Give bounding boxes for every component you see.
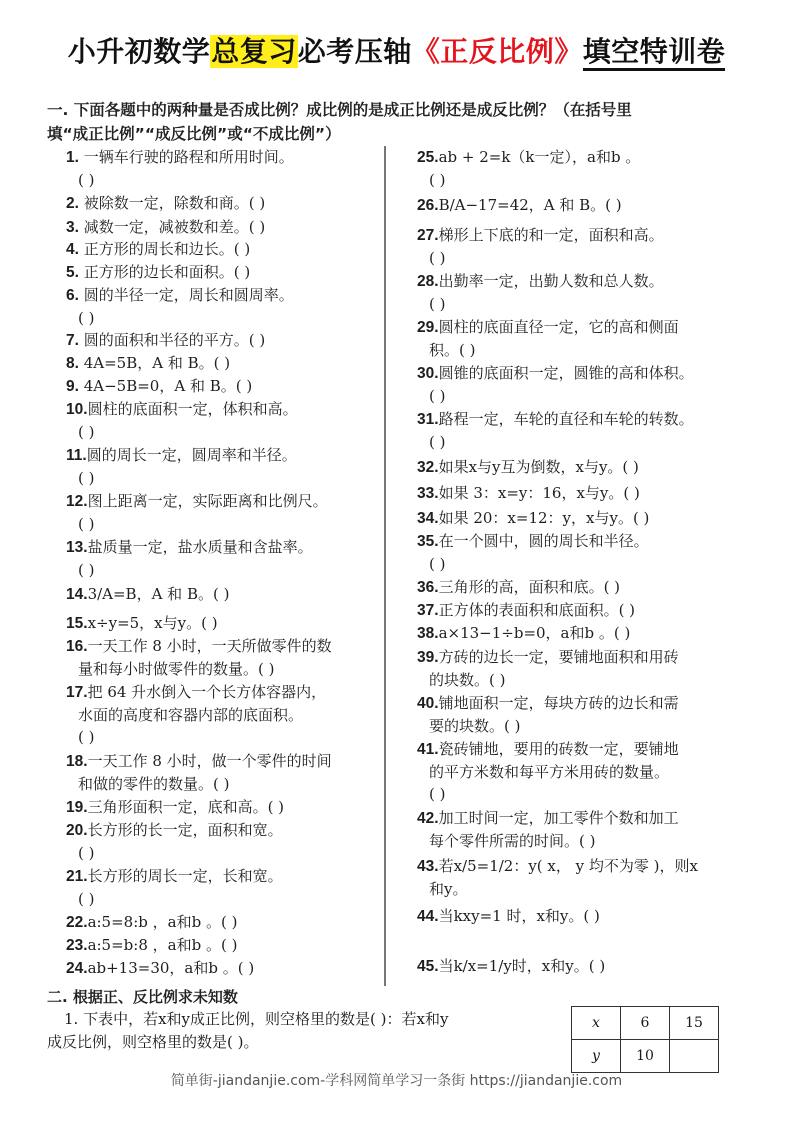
answer-blank[interactable]: ( ) bbox=[78, 423, 95, 441]
answer-blank[interactable]: 每个零件所需的时间。( ) bbox=[429, 832, 596, 850]
title-underlined: 填空特训卷 bbox=[583, 35, 726, 71]
question-6: 6. 圆的半径一定，周长和圆周率。 ( ) bbox=[66, 286, 294, 327]
answer-blank[interactable]: ( ) bbox=[78, 309, 95, 327]
question-18: 18.一天工作 8 小时，做一个零件的时间 和做的零件的数量。( ) bbox=[66, 752, 332, 793]
question-13: 13.盐质量一定，盐水质量和含盐率。 ( ) bbox=[66, 538, 313, 579]
question-3: 3. 减数一定，减被数和差。( ) bbox=[66, 218, 266, 236]
answer-blank[interactable]: ( ) bbox=[78, 171, 95, 189]
question-19: 19.三角形面积一定，底和高。( ) bbox=[66, 798, 285, 816]
answer-blank[interactable]: ( ) bbox=[429, 171, 446, 189]
answer-blank[interactable]: ( ) bbox=[429, 295, 446, 313]
footer-watermark: 简单街-jiandanjie.com-学科网简单学习一条街 https://jiandanjie.com bbox=[170, 1073, 623, 1089]
question-2: 2. 被除数一定，除数和商。( ) bbox=[66, 194, 266, 212]
question-25: 25.ab + 2=k（k一定），a和b 。 ( ) bbox=[417, 148, 641, 189]
question-32: 32.如果x与y互为倒数，x与y。( ) bbox=[417, 458, 639, 476]
question-20: 20.长方形的长一定，面积和宽。 ( ) bbox=[66, 821, 283, 862]
section2-q1-line1[interactable]: 1. 下表中，若x和y成正比例，则空格里的数是( )：若x和y bbox=[64, 1010, 449, 1028]
table-cell: 10 bbox=[621, 1040, 670, 1073]
table-cell-blank[interactable] bbox=[670, 1040, 719, 1073]
question-28: 28.出勤率一定，出勤人数和总人数。 ( ) bbox=[417, 272, 664, 313]
question-42: 42.加工时间一定，加工零件个数和加工 每个零件所需的时间。( ) bbox=[417, 809, 679, 850]
xy-table bbox=[571, 1006, 719, 1073]
answer-blank[interactable]: ( ) bbox=[78, 561, 95, 579]
question-21: 21.长方形的周长一定，长和宽。 ( ) bbox=[66, 867, 283, 908]
question-22: 22.a:5=8:b ，a和b 。( ) bbox=[66, 913, 238, 931]
question-30: 30.圆锥的底面积一定，圆锥的高和体积。 ( ) bbox=[417, 364, 694, 405]
answer-blank[interactable]: 和做的零件的数量。( ) bbox=[78, 775, 230, 793]
question-33: 33.如果 3：x=y：16，x与y。( ) bbox=[417, 484, 640, 502]
question-34: 34.如果 20：x=12：y，x与y。( ) bbox=[417, 509, 650, 527]
column-divider bbox=[384, 146, 386, 986]
table-cell: 6 bbox=[621, 1007, 670, 1040]
question-38: 38.a×13−1÷b=0，a和b 。( ) bbox=[417, 624, 631, 642]
answer-blank[interactable]: 的块数。( ) bbox=[429, 671, 506, 689]
table-cell-label: x bbox=[572, 1007, 621, 1040]
question-17: 17.把 64 升水倒入一个长方体容器内， 水面的高度和容器内部的底面积。 ( ) bbox=[66, 683, 327, 746]
answer-blank[interactable]: 量和每小时做零件的数量。( ) bbox=[78, 660, 275, 678]
question-26: 26.B/A−17=42，A 和 B。( ) bbox=[417, 196, 622, 214]
answer-blank[interactable]: 要的块数。( ) bbox=[429, 717, 521, 735]
question-24: 24.ab+13=30，a和b 。( ) bbox=[66, 959, 255, 977]
table-row-y bbox=[572, 1040, 719, 1073]
answer-blank[interactable]: ( ) bbox=[78, 844, 95, 862]
question-45: 45.当k/x=1/y时，x和y。( ) bbox=[417, 957, 606, 975]
answer-blank[interactable]: ( ) bbox=[429, 785, 446, 803]
answer-blank[interactable]: ( ) bbox=[78, 890, 95, 908]
answer-blank[interactable]: ( ) bbox=[429, 387, 446, 405]
section1-heading-line1: 一. 下面各题中的两种量是否成比例？成比例的是成正比例还是成反比例？（在括号里 bbox=[47, 101, 632, 119]
table-cell-label: y bbox=[572, 1040, 621, 1073]
question-16: 16.一天工作 8 小时，一天所做零件的数 量和每小时做零件的数量。( ) bbox=[66, 637, 332, 678]
question-5: 5. 正方形的边长和面积。( ) bbox=[66, 263, 251, 281]
title-red: 《正反比例》 bbox=[411, 35, 583, 68]
question-4: 4. 正方形的周长和边长。( ) bbox=[66, 240, 251, 258]
answer-blank[interactable]: ( ) bbox=[429, 555, 446, 573]
section1-heading bbox=[47, 98, 632, 146]
answer-blank[interactable]: ( ) bbox=[78, 728, 95, 746]
table-cell: 15 bbox=[670, 1007, 719, 1040]
question-7: 7. 圆的面积和半径的平方。( ) bbox=[66, 331, 266, 349]
question-14: 14.3/A=B，A 和 B。( ) bbox=[66, 585, 230, 603]
question-36: 36.三角形的高，面积和底。( ) bbox=[417, 578, 621, 596]
question-1: 1. 一辆车行驶的路程和所用时间。 ( ) bbox=[66, 148, 294, 189]
answer-blank[interactable]: ( ) bbox=[429, 433, 446, 451]
section2-q1-line2[interactable]: 成反比例，则空格里的数是( )。 bbox=[47, 1033, 259, 1051]
question-41: 41.瓷砖铺地，要用的砖数一定，要铺地 的平方米数和每平方米用砖的数量。 ( ) bbox=[417, 740, 679, 803]
question-35: 35.在一个圆中，圆的周长和半径。 ( ) bbox=[417, 532, 649, 573]
question-37: 37.正方体的表面积和底面积。( ) bbox=[417, 601, 636, 619]
question-9: 9. 4A−5B=0，A 和 B。( ) bbox=[66, 377, 253, 395]
title-part2: 必考压轴 bbox=[297, 35, 412, 68]
title-highlight: 总复习 bbox=[211, 35, 297, 68]
question-23: 23.a:5=b:8 ，a和b 。( ) bbox=[66, 936, 238, 954]
question-44: 44.当kxy=1 时，x和y。( ) bbox=[417, 907, 600, 925]
table-row-x bbox=[572, 1007, 719, 1040]
question-8: 8. 4A=5B，A 和 B。( ) bbox=[66, 354, 231, 372]
question-10: 10.圆柱的底面积一定，体积和高。 ( ) bbox=[66, 400, 298, 441]
question-11: 11.圆的周长一定，圆周率和半径。 ( ) bbox=[66, 446, 297, 487]
question-15: 15.x÷y=5，x与y。( ) bbox=[66, 614, 218, 632]
question-12: 12.图上距离一定，实际距离和比例尺。 ( ) bbox=[66, 492, 328, 533]
title-part1: 小升初数学 bbox=[67, 35, 211, 68]
question-39: 39.方砖的边长一定，要铺地面积和用砖 的块数。( ) bbox=[417, 648, 679, 689]
section1-heading-line2: 填“成正比例”“成反比例”或“不成比例”） bbox=[47, 125, 341, 143]
question-31: 31.路程一定，车轮的直径和车轮的转数。 ( ) bbox=[417, 410, 694, 451]
question-43: 43.若x/5=1/2：y( x， y 均不为零 )，则x 和y。 bbox=[417, 857, 698, 898]
question-27: 27.梯形上下底的和一定，面积和高。 ( ) bbox=[417, 226, 664, 267]
question-29: 29.圆柱的底面直径一定，它的高和侧面 积。( ) bbox=[417, 318, 679, 359]
answer-blank[interactable]: ( ) bbox=[78, 469, 95, 487]
page-title bbox=[0, 30, 793, 70]
answer-blank[interactable]: ( ) bbox=[78, 515, 95, 533]
answer-blank[interactable]: ( ) bbox=[429, 249, 446, 267]
answer-blank[interactable]: 积。( ) bbox=[429, 341, 476, 359]
question-40: 40.铺地面积一定，每块方砖的边长和需 要的块数。( ) bbox=[417, 694, 679, 735]
section2-heading: 二. 根据正、反比例求未知数 bbox=[47, 988, 238, 1006]
